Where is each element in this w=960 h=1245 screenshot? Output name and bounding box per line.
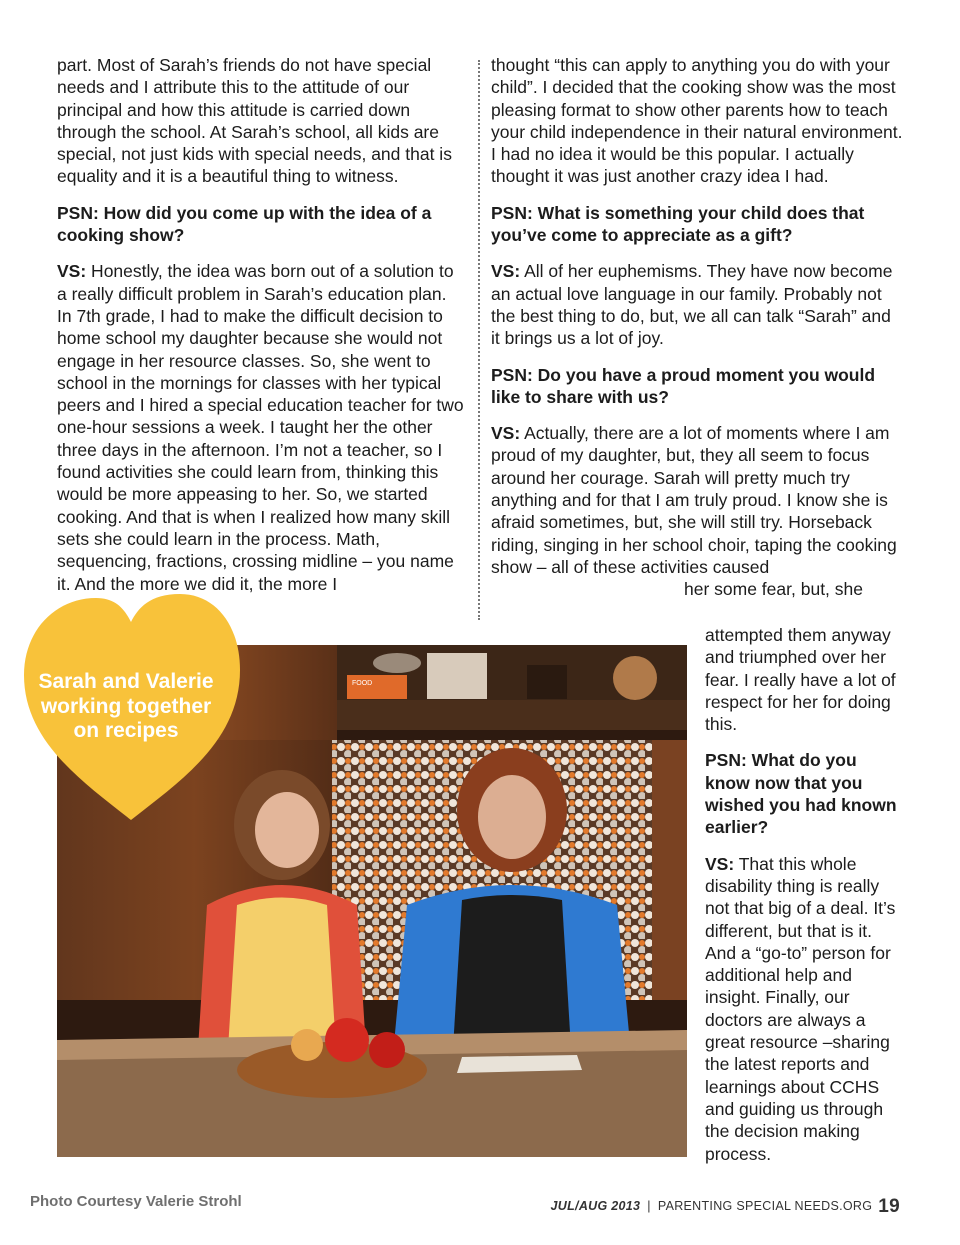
page-number: 19 [878,1196,900,1217]
right-column-narrow [705,624,905,1179]
answer-known-earlier [705,853,905,1165]
answer-proud-moment [491,422,903,578]
photo-credit: Photo Courtesy Valerie Strohl [30,1193,242,1210]
question-cooking-show: PSN: How did you come up with the idea of a cooking show? [57,202,432,246]
answer-label: VS: [491,261,521,282]
answer-cooking-show [57,260,465,594]
answer-text: That this whole disability thing is really not that big of a deal. It’s different, but that is it. And a “go-to” person for additional help and insight. Finally, our doctors are always a great resource –sharing the latest reports and learnings about CCHS and guiding us through the decision making process. [705,853,896,1164]
answer-proud-moment-line: her some fear, but, she [684,579,863,600]
answer-gift [491,260,903,349]
answer-label: VS: [705,853,735,874]
left-column [57,54,465,609]
answer-label: VS: [57,261,87,282]
answer-text: All of her euphemisms. They have now become an actual love language in our family. Probably not the best thing to do, but, we all can talk “Sarah” and it brings us a lot of joy. [491,261,893,349]
jar-label: FOOD [352,680,373,687]
question-gift: PSN: What is something your child does that you’ve come to appreciate as a gift? [491,202,865,246]
paragraph-continued: thought “this can apply to anything you do with your child”. I decided that the cooking show was the most pleasing format to show other parents how to teach your child independence in their natural environment. I had no idea it would be this popular. I actually thought it was just another crazy idea I had. [491,55,903,187]
issue-date: JUL/AUG 2013 [550,1199,641,1213]
answer-label: VS: [491,423,521,444]
column-divider [478,60,480,620]
footer-separator: | [647,1199,651,1213]
publication-name: PARENTING SPECIAL NEEDS.ORG [657,1199,873,1213]
page-footer [551,1194,900,1216]
photo-caption: Sarah and Valerie working together on recipes [38,670,214,742]
paragraph-intro-continued: part. Most of Sarah’s friends do not have special needs and I attribute this to the attitude of our principal and how this attitude is carried down through the school. At Sarah’s school, all kids are special, not just kids with special needs, and that is equality and it is a beautiful thing to witness. [57,55,452,187]
question-proud-moment: PSN: Do you have a proud moment you would like to share with us? [491,364,876,407]
question-known-earlier: PSN: What do you know now that you wished you had known earlier? [705,750,897,838]
answer-proud-moment-continued: attempted them anyway and triumphed over her fear. I really have a lot of respect for her for doing this. [705,625,896,735]
answer-text: Honestly, the idea was born out of a solution to a really difficult problem in Sarah’s education plan. In 7th grade, I had to make the difficult decision to home school my daughter because she would not engage in her resource classes. So, she went to school in the mornings for classes with her typical peers and I hired a special education teacher for two one-hour sessions a week. I taught her the other three days in the afternoon. I’m not a teacher, so I found activities she could learn from, thinking this would be more appeasing to her. So, we started cooking. And that is when I realized how many skill sets she could learn in the process. Math, sequencing, fractions, crossing midline – you name it. And the more we did it, the more I [57,261,464,594]
right-column [491,54,903,601]
answer-text: Actually, there are a lot of moments where I am proud of my daughter, but, they all seem to focus around her courage. Sarah will pretty much try anything and for that I am truly proud. I know she is afraid sometimes, but, she will still try. Horseback riding, singing in her school choir, taping the cooking show – all of these activities caused [491,423,897,577]
